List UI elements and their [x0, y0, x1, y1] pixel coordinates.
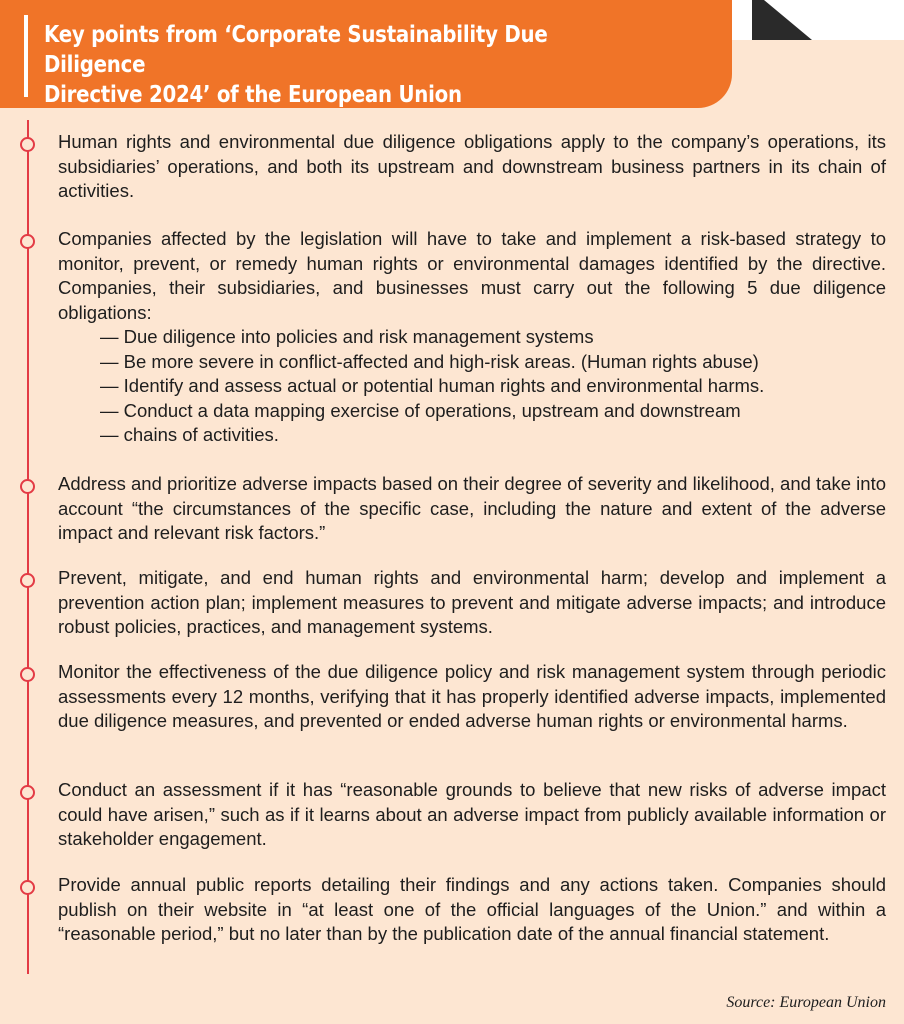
source-caption: Source: European Union: [726, 994, 886, 1011]
timeline-dot: [20, 573, 35, 588]
item-text: Address and prioritize adverse impacts based on their degree of severity and likelihood, and take into account “the circumstances of the specific case, including the nature and extent of the adverse impact and relevant risk factors.”: [58, 473, 886, 543]
item-text: Prevent, mitigate, and end human rights and environmental harm; develop and implement a prevention action plan; implement measures to prevent and mitigate adverse impacts; and introduce robust policies, practices, and management systems.: [58, 567, 886, 637]
header-corner-shape: [752, 0, 812, 40]
title-line-2: Directive 2024’ of the European Union: [44, 82, 462, 108]
header-rule: [24, 15, 28, 97]
sub-list-item: — Be more severe in conflict-affected and high-risk areas. (Human rights abuse): [100, 350, 759, 372]
item-text: Provide annual public reports detailing their findings and any actions taken. Companies should publish on their website in “at least one of the official languages of the Union.” and within a “reasonable period,” but no later than by the publication date of the annual financial statement.: [58, 874, 886, 944]
list-item: [58, 566, 886, 640]
list-item: [58, 130, 886, 204]
timeline-dot: [20, 137, 35, 152]
timeline-dot: [20, 234, 35, 249]
item-text: Human rights and environmental due diligence obligations apply to the company’s operations, its subsidiaries’ operations, and both its upstream and downstream business partners in its chain of activities.: [58, 131, 886, 201]
list-item: [58, 778, 886, 852]
timeline-dot: [20, 479, 35, 494]
list-item: [58, 873, 886, 947]
timeline-dot: [20, 667, 35, 682]
timeline-dot: [20, 880, 35, 895]
sub-list: [58, 325, 886, 448]
list-item: [58, 660, 886, 734]
sub-list-item: — Identify and assess actual or potential human rights and environmental harms.: [100, 375, 765, 396]
sub-list-item: — Conduct a data mapping exercise of operations, upstream and downstream: [100, 399, 741, 421]
item-text: Monitor the effectiveness of the due diligence policy and risk management system through periodic assessments every 12 months, verifying that it has properly identified adverse impacts, implemented due diligence measures, and prevented or ended adverse human rights or environmental harms.: [58, 661, 886, 731]
sub-list-item: — chains of activities.: [100, 424, 279, 445]
sub-list-item: — Due diligence into policies and risk management systems: [100, 326, 594, 347]
timeline-dot: [20, 785, 35, 800]
page-title: [44, 20, 594, 110]
list-item: [58, 472, 886, 546]
item-text: Companies affected by the legislation will have to take and implement a risk-based strategy to monitor, prevent, or remedy human rights or environmental damages identified by the directive. Companies, their subsidiaries, and businesses must carry out the following 5 due diligence obligations:: [58, 228, 886, 323]
list-item: [58, 227, 886, 448]
item-text: Conduct an assessment if it has “reasonable grounds to believe that new risks of adverse impact could have arisen,” such as if it learns about an adverse impact from publicly available information or stakeholder engagement.: [58, 779, 886, 849]
title-line-1: Key points from ‘Corporate Sustainability Due Diligence: [44, 22, 548, 78]
